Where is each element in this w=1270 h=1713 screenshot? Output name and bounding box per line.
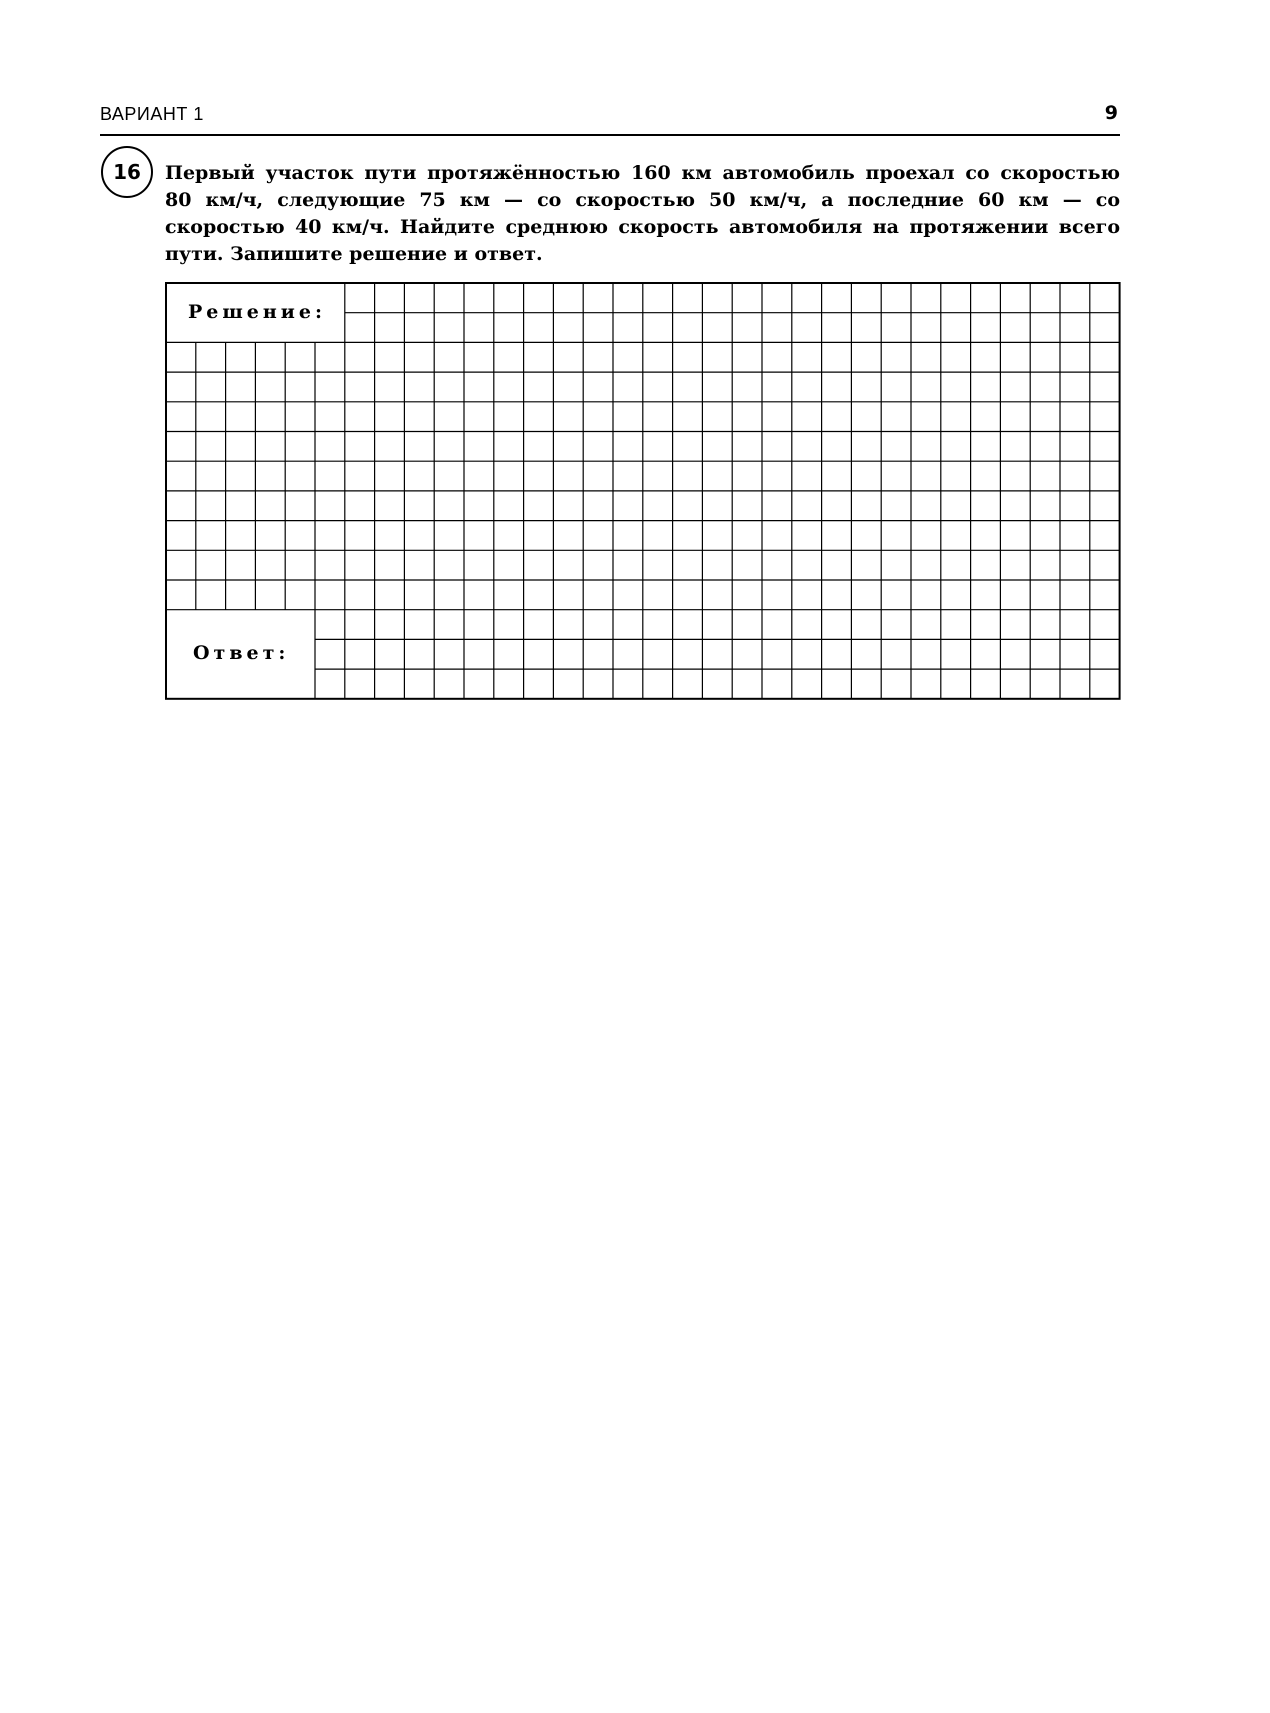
answer-grid[interactable] (165, 282, 1121, 702)
task-line: 80 км/ч, следующие 75 км — со скоростью 50 км/ч, а последние 60 км — со (165, 189, 1120, 211)
task-line: скоростью 40 км/ч. Найдите среднюю скорость автомобиля на протяжении всего (165, 216, 1120, 238)
task-line: Первый участок пути протяжённостью 160 км автомобиль проехал со скоростью (165, 162, 1120, 184)
task-number-badge (101, 146, 153, 198)
solution-label: Решение: (188, 301, 326, 323)
variant-title: ВАРИАНТ 1 (100, 104, 204, 124)
task-number: 16 (113, 160, 141, 184)
task-line: пути. Запишите решение и ответ. (165, 243, 543, 265)
header-divider (100, 134, 1120, 136)
answer-grid-svg[interactable] (165, 282, 1121, 702)
task-statement (165, 160, 1120, 268)
answer-label: Ответ: (193, 642, 290, 664)
page-number: 9 (1104, 102, 1118, 124)
